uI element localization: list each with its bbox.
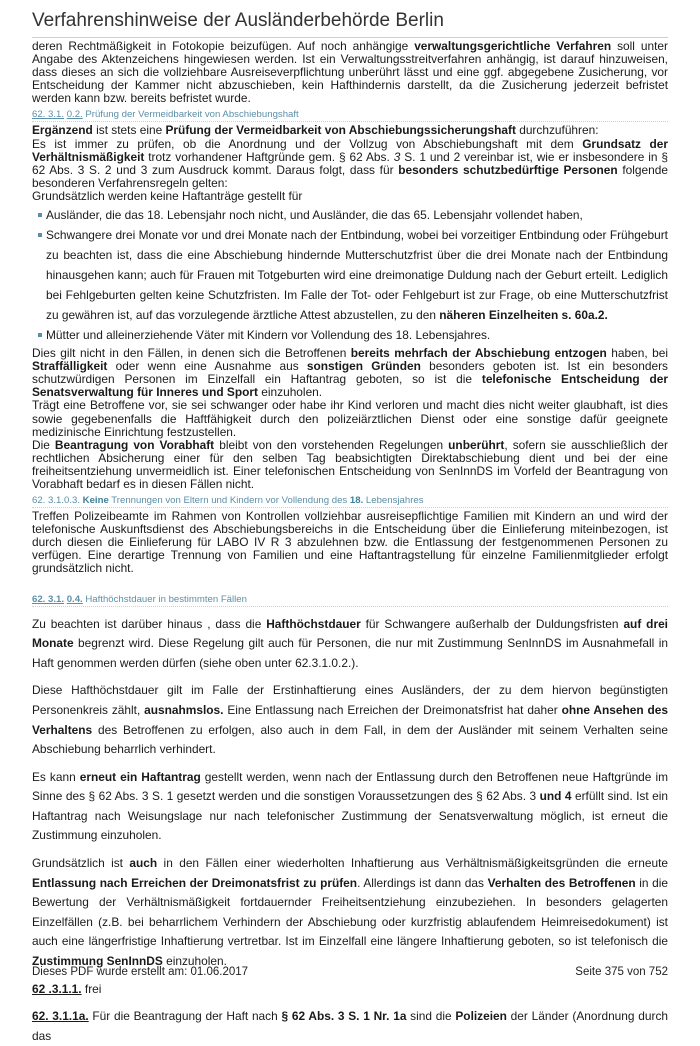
section-heading-haftvermeidung: 62. 3.1. 0.2. Prüfung der Vermeidbarkeit von Abschiebungshaft xyxy=(32,109,668,122)
section-reference: 62. 3.1.1a. xyxy=(32,1009,89,1024)
paragraph-ergaenzend: Ergänzend ist stets eine Prüfung der Vermeidbarkeit von Abschiebungssicherungshaft durchzuführen: xyxy=(32,123,599,138)
paragraph-vorabhaft: Die Beantragung von Vorabhaft bleibt von den vorstehenden Regelungen unberührt, sofern sie ausschließlich der rechtlichen Absicherung einer für den selben Tag beabsichtigten Direktabschiebung dient und bei der eine freiheitsentziehung unvermeidlich ist. Einer telefonischen Entscheidung von SenInnDS im Vorfeld der Beantragung von Vorabhaft bedarf es in diesen Fällen nicht. xyxy=(32,437,669,491)
paragraph-schwangerschaft: Trägt eine Betroffene vor, sie sei schwanger oder habe ihr Kind verloren und macht dies nicht weiter glaubhaft, ist dies sowie gegebenenfalls die Haftfähigkeit durch den polizeiärztlichen Dienst oder eine sonstige dafür geeignete medizinische Einrichtung festzustellen. xyxy=(32,398,668,439)
creation-date: Dieses PDF wurde erstellt am: 01.06.2017 xyxy=(32,966,249,978)
section-heading-keine-trennungen: 62. 3.1.0.3. Keine Trennungen von Eltern und Kindern vor Vollendung des 18. Lebensjahres xyxy=(32,495,668,508)
paragraph-wiederholte-inhaftierung: Grundsätzlich ist auch in den Fällen einer wiederholten Inhaftierung aus Verhältnismäßigkeitsgründen die erneute Entlassung nach Erreichen der Dreimonatsfrist zu prüfen. Allerdings ist dann das Verhalten des Betroffenen in die Bewertung der Verhältnismäßigkeit fortdauernder Freiheitsentziehung einzubeziehen. In besonders gelagerten Einzelfällen (z.B. bei beharrlichem Verhindern der Abschiebung oder kurzfristig ablaufendem Heimreisedokument) ist auch eine längerfristige Inhaftierung vertretbar. Ist im Einzelfall eine längere Inhaftierung geboten, so ist telefonisch die Zustimmung SenInnDS einzuholen. xyxy=(32,856,668,969)
list-item: Ausländer, die das 18. Lebensjahr noch nicht, und Ausländer, die das 65. Lebensjahr vollendet haben, xyxy=(46,205,668,225)
paragraph-grundsaetzlich: Grundsätzlich werden keine Haftanträge gestellt für xyxy=(32,188,303,203)
page-number: Seite 375 von 752 xyxy=(575,966,668,978)
paragraph-continuation: deren Rechtmäßigkeit in Fotokopie beizufügen. Auf noch anhängige verwaltungsgerichtliche Verfahren soll unter Angabe des Aktenzeichens hingewiesen werden. Ist ein Verwaltungsstreitverfahren anhängig, ist darauf hinzuweisen, dass dieses an sich die vollziehbare Ausreiseverpflichtung unberührt lässt und eine ggf. abgegebene Zusicherung, vor Entscheidung der Kammer nicht abzuschieben, kein Hafthindernis darstellt, da die Zusicherung jederzeit befristet werden kann bzw. bereits befristet wurde. xyxy=(32,39,668,106)
paragraph-hoechstdauer: Zu beachten ist darüber hinaus , dass die Hafthöchstdauer für Schwangere außerhalb der Duldungsfristen auf drei Monate begrenzt wird. Diese Regelung gilt auch für Personen, die nur mit Zustimmung SenInnDS im Ausnahmefall in Haft genommen werden dürfen (siehe oben unter 62.3.1.0.2.). xyxy=(32,616,668,670)
paragraph-verhaeltnismaessigkeit: Es ist immer zu prüfen, ob die Anordnung und der Vollzug von Abschiebungshaft mit dem Grundsatz der Verhältnismäßigkeit trotz vorhandener Haftgründe gem. § 62 Abs. 3 S. 1 und 2 vereinbar ist, wie er insbesondere in § 62 Abs. 3 S. 2 und 3 zum Ausdruck kommt. Daraus folgt, dass für besonders schutzbedürftige Personen folgende besonderen Verfahrensregeln gelten: xyxy=(32,136,669,190)
paragraph-familien: Treffen Polizeibeamte im Rahmen von Kontrollen vollziehbar ausreisepflichtige Familien mit Kindern an und wird der telefonische Auskunftsdienst des Abschiebungsbereichs in die Entscheidung über die Einlieferung miteinbezogen, ist durch diesen die Einlieferung für LABO IV R 3 abzulehnen bzw. die Entlassung der festgenommenen Personen zu verfügen. Eine derartige Trennung von Familien und eine Haftantragstellung für einzelne Familienmitglieder erfolgt grundsätzlich nicht. xyxy=(32,509,668,576)
page-title: Verfahrenshinweise der Ausländerbehörde Berlin xyxy=(32,10,668,38)
paragraph-3-1-1: 62 .3.1.1. frei xyxy=(32,981,102,996)
section-subnumber-link[interactable]: 0.2. xyxy=(66,109,83,121)
paragraph-erstinhaftierung: Diese Hafthöchstdauer gilt im Falle der Erstinhaftierung eines Ausländers, der zu dem hiervon begünstigten Personenkreis zählt, ausnahmslos. Eine Entlassung nach Erreichen der Dreimonatsfrist hat daher ohne Ansehen des Verhaltens des Betroffenen zu erfolgen, also auch in dem Fall, in dem der Ausländer mit seinem Verhalten seine Abschiebung beharrlich verhindert. xyxy=(32,683,668,757)
section-number-link[interactable]: 62. 3.1. xyxy=(32,109,65,121)
paragraph-erneuter-haftantrag: Es kann erneut ein Haftantrag gestellt werden, wenn nach der Entlassung durch den Betroffenen neue Haftgründe im Sinne des § 62 Abs. 3 S. 1 gesetzt werden und die sonstigen Voraussetzungen des § 62 Abs. 3 und 4 erfüllt sind. Ist ein Haftantrag nach Weisungslage nur nach telefonischer Zustimmung der Senatsverwaltung möglich, ist erneut die Zustimmung einzuholen. xyxy=(32,769,669,843)
paragraph-ausnahmen: Dies gilt nicht in den Fällen, in denen sich die Betroffenen bereits mehrfach der Abschiebung entzogen haben, bei Straffälligkeit oder wenn eine Ausnahme aus sonstigen Gründen besonders geboten ist. Ist ein besonders schutzwürdigen Personen im Einzelfall ein Haftantrag geboten, so ist die telefonische Entscheidung der Senatsverwaltung für Inneres und Sport einzuholen. xyxy=(32,346,669,400)
section-number-link[interactable]: 62. 3.1. xyxy=(32,593,65,605)
section-reference: 62 .3.1.1. xyxy=(32,981,82,996)
document-body xyxy=(32,40,668,1046)
list-item: Mütter und alleinerziehende Väter mit Kindern vor Vollendung des 18. Lebensjahres. xyxy=(46,325,668,345)
bullet-list xyxy=(32,205,668,345)
list-item: Schwangere drei Monate vor und drei Monate nach der Entbindung, wobei bei vorzeitiger Entbindung oder Frühgeburt zu beachten ist, dass die eine Abschiebung hindernde Mutterschutzfrist über die drei Monate nach der Entbindung hinausgehen kann; auch für Frauen mit Totgeburten wird eine dreimonatige Duldung nach der Geburt erteilt. Lediglich bei Fehlgeburten gelten keine Schutzfristen. Im Falle der Tot- oder Fehlgeburt ist zur Frage, ob eine Mutterschutzfrist zu gewähren ist, auf das vorzulegende ärztliche Attest abzustellen, zu den näheren Einzelheiten s. 60a.2. xyxy=(46,225,668,325)
section-heading-hafthoechstdauer: 62. 3.1. 0.4. Hafthöchstdauer in bestimmten Fällen xyxy=(32,594,668,607)
paragraph-3-1-1a: 62. 3.1.1a. Für die Beantragung der Haft nach § 62 Abs. 3 S. 1 Nr. 1a sind die Polizeien der Länder (Anordnung durch das xyxy=(32,1009,669,1043)
section-subnumber-link[interactable]: 0.4. xyxy=(66,593,83,605)
